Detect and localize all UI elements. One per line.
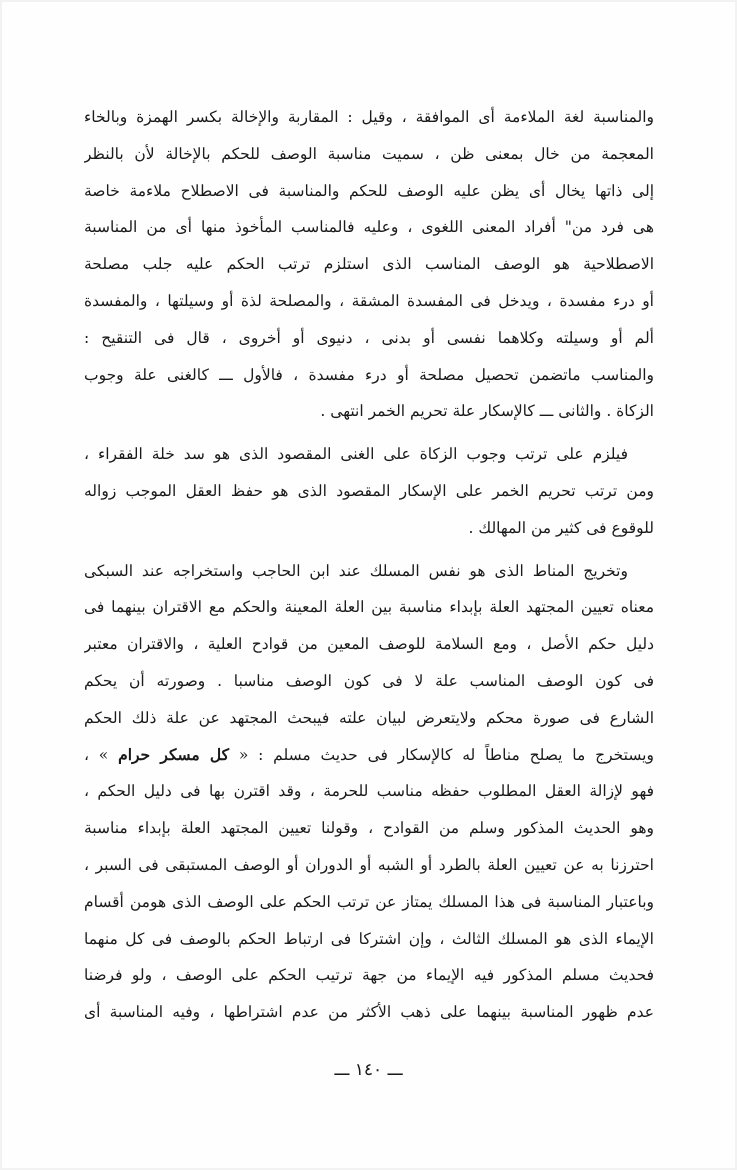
text-line: أو درء مفسدة ، ويدخل فى المفسدة المشقة ، والمصلحة لذة أو وسيلتها ، والمفسدة [84,291,654,310]
text-line: المعجمة من خال بمعنى ظن ، سميت مناسبة الوصف للحكم بالإخالة لأن بالنظر [84,144,654,163]
text-line: فهو لإزالة العقل المطلوب حفظه مناسب للحرمة ، وقد اقترن بها فى دليل الحكم ، [84,782,654,801]
text-line: للوقوع فى كثير من المهالك . [468,518,654,537]
hadith-quote: كل مسكر حرام [118,744,230,764]
text-line: فحديث مسلم المذكور فيه الإيماء من جهة ترتيب الحكم على الوصف ، ولو فرضنا [84,966,654,985]
text-line: الزكاة . والثانى ـــ كالإسكار علة تحريم الخمر انتهى . [320,402,654,421]
text-line: ومن ترتب تحريم الخمر على الإسكار المقصود الذى هو حفظ العقل الموجب زواله [84,481,654,500]
text-line: احترزنا به عن تعيين العلة بالطرد أو الشبه أو الدوران أو الوصف المستبقى فى السبر ، [84,855,654,874]
text-line: معناه تعيين المجتهد العلة بإبداء مناسبة بين العلة المعينة والحكم مع الاقتران بينهما فى [84,598,654,617]
text-line: الاصطلاحية هو الوصف المناسب الذى استلزم ترتب الحكم عليه جلب مصلحة [84,255,654,274]
page-number: ـــ ١٤٠ ـــ [334,1060,403,1080]
text-line: فيلزم على ترتب وجوب الزكاة على الغنى المقصود الذى هو سد خلة الفقراء ، [84,445,628,464]
text-line: عدم ظهور المناسبة بينهما على ذهب الأكثر من عدم اشتراطها ، وفيه المناسبة أى [84,1003,654,1022]
text-line: والمناسب ماتضمن تحصيل مصلحة أو درء مفسدة ، فالأول ـــ كالغنى علة وجوب [84,365,654,384]
text-line: الإيماء الذى هو المسلك الثالث ، وإن اشتركا فى ارتباط الحكم بالوصف فى كل منهما [84,929,654,948]
text-line: والمناسبة لغة الملاءمة أى الموافقة ، وقيل : المقاربة والإخالة بكسر الهمزة وبالخاء [84,108,654,126]
text-line: هى فرد من" أفراد المعنى اللغوى ، وعليه فالمناسب المأخوذ منها أى من المناسبة [84,218,654,237]
text-line: وهو الحديث المذكور وسلم من القوادح ، وقولنا تعيين المجتهد العلة بإبداء مناسبة [84,819,654,838]
text-line: وباعتبار المناسبة فى هذا المسلك يمتاز عن ترتب الحكم على الوصف الذى هومن أقسام [84,892,654,911]
hadith-lead-in: ويستخرج ما يصلح مناطاً له كالإسكار فى حديث مسلم : « [229,745,654,764]
paragraph-2 [84,436,654,546]
text-line: دليل حكم الأصل ، ومع السلامة للوصف المعين من قوادح العلية ، والاقتران معتبر [84,635,654,654]
text-line: الشارع فى صورة محكم ولايتعرض لبيان علته فيبحث المجتهد عن علة ذلك الحكم [84,708,654,727]
text-line: ألم أو وسيلته وكلاهما نفسى أو بدنى ، دنيوى أو أخروى ، قال فى التنقيح : [84,328,654,347]
paragraph-3 [84,553,654,1031]
text-line-hadith [84,737,654,774]
paragraph-1 [84,99,654,430]
text-line: إلى ذاتها يخال أى يظن عليه الوصف للحكم والمناسبة فى الاصطلاح ملاءمة خاصة [84,181,654,200]
text-line: فى كون الوصف المناسب علة لا فى كون الوصف مناسبا . وصورته أن يحكم [84,671,654,690]
hadith-close: » ، [84,745,119,764]
text-line: وتخريج المناط الذى هو نفس المسلك عند ابن الحاجب واستخراجه عند السبكى [84,561,628,580]
body-text [84,99,654,1031]
